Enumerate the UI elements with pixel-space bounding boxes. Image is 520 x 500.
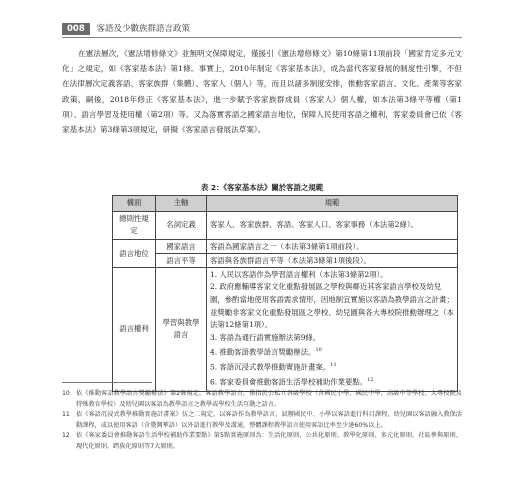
list-item: 2. 政府應輔導客家文化重點發展區之學校與鄰近其客家語言學校及幼兒園，參酌當地使用客語需求情形，因地制宜實施以客語為教學語言之計畫；並獎勵非客家文化重點發展區之學校、幼兒園與各大專校院推動辦理之（本法第12條第1項）。	[210, 282, 454, 330]
book-title: 客語及少數族群語言政策	[96, 24, 190, 34]
header-divider	[62, 37, 462, 38]
table-row	[113, 267, 458, 391]
footnote-number: 12	[62, 432, 70, 440]
cell-content	[207, 267, 458, 391]
cell-axis: 學習與教學語言	[156, 267, 207, 391]
table-caption: 表 2：《客家基本法》關於客語之規範	[200, 183, 324, 192]
footnote-number: 11	[62, 411, 70, 419]
table-row	[113, 239, 458, 253]
footnotes	[62, 389, 462, 453]
footnote-divider	[62, 382, 152, 383]
header-dimension: 構面	[113, 196, 156, 212]
page-number: 008	[62, 23, 90, 35]
rights-list	[210, 269, 454, 390]
header-content: 規範	[207, 196, 458, 212]
table-header-row	[113, 196, 458, 212]
rules-table	[112, 195, 458, 392]
list-item: 1. 人民以客語作為學習語言權利（本法第3條第2項）。	[210, 269, 388, 279]
body-paragraph: 在憲法層次，《憲法增修條文》並無明文保障規定，僅援引《憲法增修條文》第10條第11項前段「國家肯定多元文化」之規定，如《客家基本法》第1條。事實上，2010年制定《客家基本法》，成為當代客家發展的制度性引擎，不但在法律層次定義客語、客家族群（集體）、客家人（個人）等，而且以諸多制度安排，推動客家語言、文化、產業等客家政策，嗣後，2018年修正《客家基本法》，進一步賦予客家族群成員（客家人）個人權，如本法第3條平等權（第1項）、語言學習及使用權（第2項）等。又為落實客語之國家語言地位，保障人民使用客語之權利，客家委員會已依《客家基本法》第3條第3項規定，研擬《客家語言發展法草案》。	[62, 49, 462, 135]
footnote	[62, 410, 462, 431]
list-item: 4. 推動客語教學語言獎勵辦法。$^{10}$	[210, 347, 322, 357]
cell-axis: 國家語言	[156, 239, 207, 253]
footnote-number: 10	[62, 390, 70, 397]
cell-dimension: 總則性規定	[113, 211, 156, 239]
list-item: 6. 客家委員會推動客語生活學校補助作業要點。$^{12}$	[210, 377, 374, 387]
cell-axis: 名詞定義	[156, 211, 207, 239]
footnote-ref[interactable]: 12	[367, 377, 374, 384]
cell-content: 客家人、客家族群、客語、客家人口、客家事務（本法第2條）。	[207, 211, 458, 239]
footnote-ref[interactable]: 11	[330, 362, 337, 369]
footnote-text: 依《客語沉浸式教學推動實施計畫案》伍之二規定，以客語作為教學語言，試辦國民中、小學以客語進行科目課程，幼兒園以客語融入教保活動課程，或以使用客語（含臺灣華語）以外語進行教學及溝通，整體課程教學語言使用客語比率至少達60%以上。	[76, 411, 462, 429]
list-item: 3. 客語為通行語實施辦法第9條。	[210, 332, 321, 342]
footnote-text: 依《客家委員會推動客語生活學校補助作業要點》第5點實施原則為：生活化原則、公共化原則、教學化原則、多元化原則、社區參與原則、現代化原則、跨族化原則等7大原則。	[76, 432, 462, 450]
footnote-text: 依《推動客語教學語言獎勵辦法》第2條規定，客語教學語言，係指於公私立各級學校（含國民小學、國民中學、高級中等學校、大專校院及特殊教育學校）及幼兒園以客語為教學語言之教學或學校生活互動之語言。	[76, 390, 462, 408]
cell-content: 客語為國家語言之一（本法第3條第1項前段）。	[207, 239, 458, 253]
header-axis: 主軸	[156, 196, 207, 212]
table-row	[113, 211, 458, 239]
cell-axis: 語言平等	[156, 253, 207, 267]
running-header	[62, 22, 190, 36]
cell-content: 客語與各族群語言平等（本法第3條第1項後段）。	[207, 253, 458, 267]
footnote	[62, 389, 462, 410]
list-item: 5. 客語沉浸式教學推動實施計畫案。$^{11}$	[210, 362, 337, 372]
footnote	[62, 431, 462, 452]
footnote-ref[interactable]: 10	[315, 347, 322, 354]
table-row	[113, 253, 458, 267]
cell-dimension: 語言權利	[113, 267, 156, 391]
cell-dimension: 語言地位	[113, 239, 156, 267]
